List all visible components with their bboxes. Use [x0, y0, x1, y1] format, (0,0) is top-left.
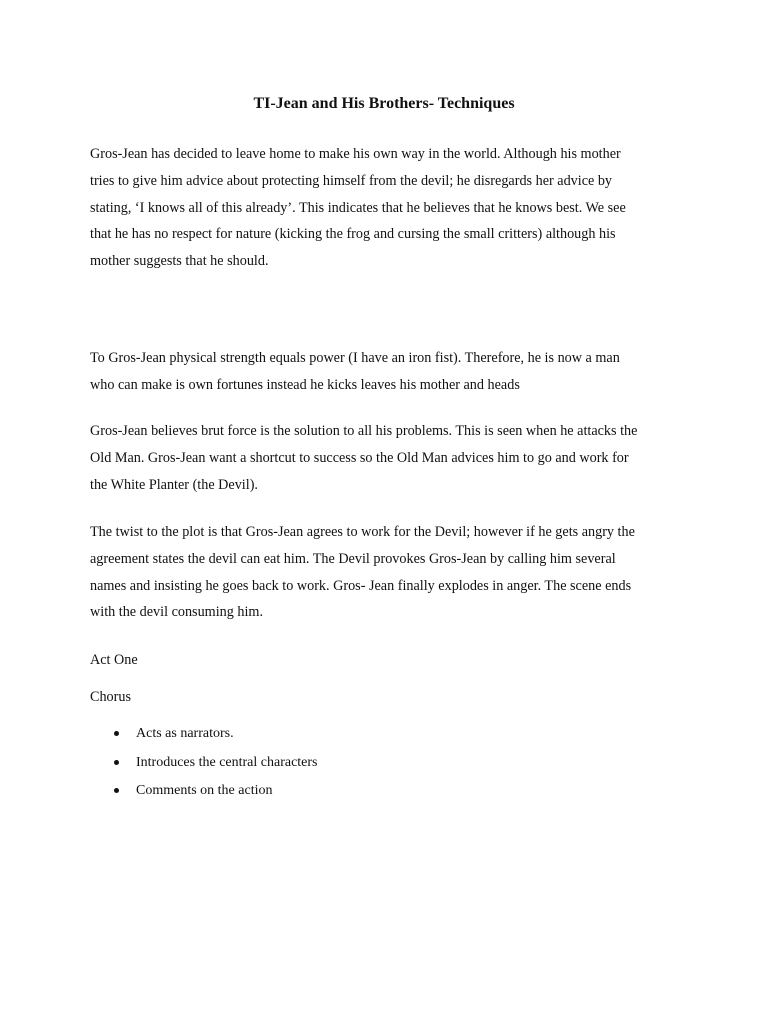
bullet-icon [114, 788, 119, 793]
list-item-text: Acts as narrators. [136, 726, 234, 741]
document-title: TI-Jean and His Brothers- Techniques [253, 95, 515, 112]
paragraph-line: The twist to the plot is that Gros-Jean agrees to work for the Devil; however if he gets angry the [90, 524, 635, 540]
paragraph-line: names and insisting he goes back to work. Gros- Jean finally explodes in anger. The scene ends [90, 577, 632, 594]
list-item [90, 752, 318, 781]
paragraph-4 [90, 519, 690, 626]
paragraph-line: Gros-Jean has decided to leave home to make his own way in the world. Although his mother [90, 146, 621, 162]
paragraph-line: agreement states the devil can eat him. The Devil provokes Gros-Jean by calling him several [90, 550, 616, 567]
paragraph-line: To Gros-Jean physical strength equals power (I have an iron fist). Therefore, he is now a man [90, 350, 620, 366]
bullet-icon [114, 760, 119, 765]
list-item [90, 780, 318, 809]
chorus-heading: Chorus [90, 689, 131, 705]
paragraph-2 [90, 345, 690, 399]
chorus-bullet-list [90, 723, 318, 809]
paragraph-line: Old Man. Gros-Jean want a shortcut to success so the Old Man advices him to go and work for [90, 449, 629, 466]
paragraph-line: the White Planter (the Devil). [90, 476, 258, 493]
paragraph-line: that he has no respect for nature (kicking the frog and cursing the small critters) although his [90, 226, 616, 243]
list-item [90, 723, 318, 752]
paragraph-line: with the devil consuming him. [90, 604, 263, 621]
paragraph-3 [90, 418, 690, 498]
act-heading: Act One [90, 652, 138, 668]
list-item-text: Comments on the action [136, 783, 273, 798]
paragraph-line: mother suggests that he should. [90, 253, 269, 270]
paragraph-line: who can make is own fortunes instead he kicks leaves his mother and heads [90, 376, 520, 393]
paragraph-line: tries to give him advice about protecting himself from the devil; he disregards her advice by [90, 172, 613, 189]
paragraph-line: Gros-Jean believes brut force is the solution to all his problems. This is seen when he attacks the [90, 423, 638, 439]
paragraph-line: stating, ‘I knows all of this already’. This indicates that he believes that he knows best. We see [90, 199, 626, 216]
list-item-text: Introduces the central characters [136, 754, 318, 770]
paragraph-1 [90, 141, 690, 275]
bullet-icon [114, 731, 119, 736]
